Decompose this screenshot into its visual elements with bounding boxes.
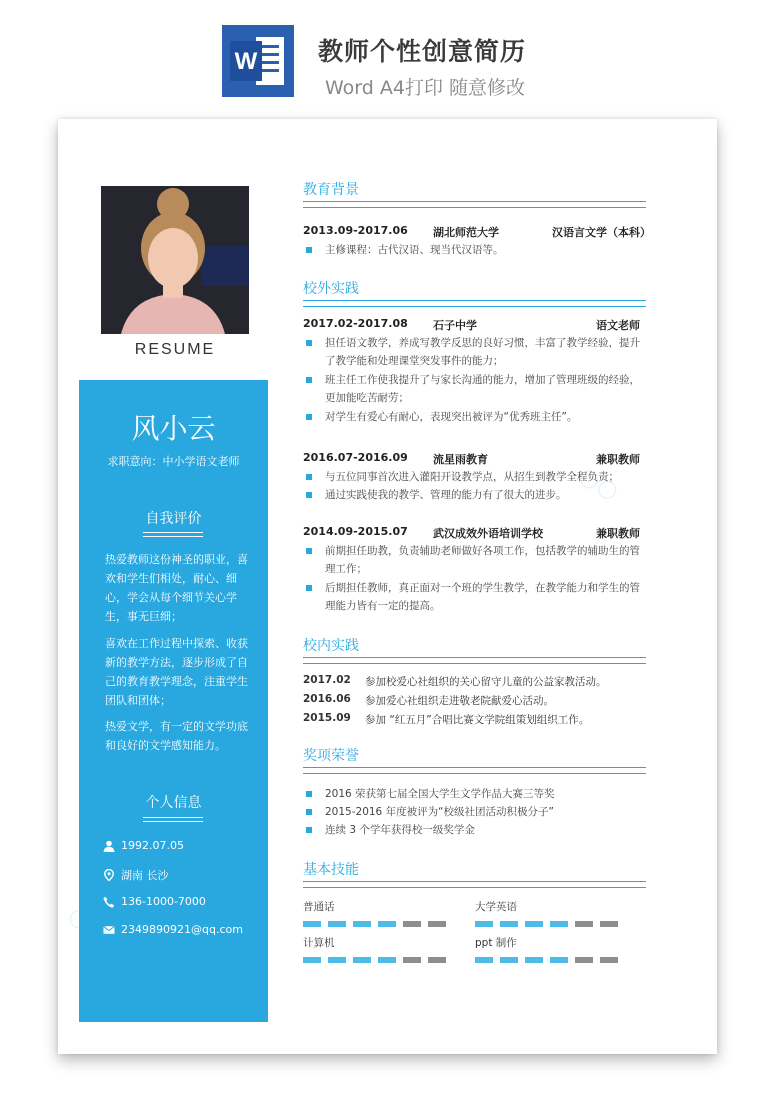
- skill-label: 普通话: [303, 901, 335, 913]
- awards-heading: 奖项荣誉: [303, 748, 359, 764]
- sidebar: [79, 380, 268, 1022]
- skill-segment-empty: [428, 957, 446, 963]
- campus-date: 2016.06: [303, 693, 351, 705]
- location-icon: [103, 869, 115, 881]
- skill-segment-filled: [303, 957, 321, 963]
- birthday-text: 1992.07.05: [121, 839, 184, 852]
- skill-bar: [475, 921, 625, 927]
- external-bullet: 担任语文教学，养成写教学反思的良好习惯，丰富了教学经验，提升了教学能和处理课堂突发事件的能力；: [303, 334, 646, 370]
- campus-date: 2017.02: [303, 674, 351, 686]
- banner-subtitle: Word A4打印 随意修改: [325, 77, 526, 99]
- self-eval-divider: [143, 536, 203, 537]
- award-item: 连续 3 个学年获得校一级奖学金: [303, 821, 646, 839]
- skill-segment-empty: [428, 921, 446, 927]
- external-bullet: 对学生有爱心有耐心，表现突出被评为“优秀班主任”。: [303, 408, 646, 426]
- contact-birthday: [103, 839, 184, 852]
- profile-photo: [101, 186, 249, 334]
- entry-date: 2016.07-2016.09: [303, 451, 408, 464]
- external-bullet: 与五位同事首次进入灌阳开设教学点，从招生到教学全程负责；: [303, 468, 646, 486]
- job-intent: 求职意向：中小学语文老师: [107, 455, 240, 468]
- awards-rule: [303, 767, 646, 774]
- personal-info-divider: [143, 817, 203, 818]
- entry-role: 语文老师: [596, 319, 640, 332]
- skill-segment-empty: [600, 921, 618, 927]
- skill-segment-empty: [403, 921, 421, 927]
- skill-label: 计算机: [303, 937, 335, 949]
- skill-label: 大学英语: [475, 901, 517, 913]
- word-icon-letter: W: [234, 48, 258, 75]
- external-rule: [303, 300, 646, 307]
- skill-segment-filled: [475, 957, 493, 963]
- mail-icon: [103, 924, 115, 936]
- candidate-name: 风小云: [131, 412, 216, 445]
- self-eval-paragraph: 热爱教师这份神圣的职业，喜欢和学生们相处，耐心、细心，学会从每个细节关心学生，事无巨细；: [105, 553, 248, 623]
- education-heading: 教育背景: [303, 182, 359, 198]
- skill-segment-filled: [303, 921, 321, 927]
- phone-icon: [103, 896, 115, 908]
- campus-item: [303, 712, 646, 728]
- skill-segment-filled: [378, 921, 396, 927]
- watermark: ○○: [573, 460, 625, 506]
- external-bullet: 通过实践使我的教学、管理的能力有了很大的进步。: [303, 486, 646, 504]
- self-eval-paragraph: 喜欢在工作过程中探索、收获新的教学方法，逐步形成了自己的教育教学理念，注重学生团队和团体；: [105, 637, 248, 707]
- campus-date: 2015.09: [303, 712, 351, 724]
- education-school: 湖北师范大学: [433, 226, 499, 239]
- entry-role: 兼职教师: [596, 527, 640, 540]
- email-text: 2349890921@qq.com: [121, 923, 243, 936]
- skills-heading: 基本技能: [303, 862, 359, 878]
- skill-segment-empty: [575, 957, 593, 963]
- campus-item: [303, 674, 646, 690]
- skill-segment-empty: [600, 957, 618, 963]
- entry-org: 石子中学: [433, 319, 477, 332]
- skill-segment-filled: [353, 921, 371, 927]
- skill-segment-filled: [475, 921, 493, 927]
- personal-info-heading: 个人信息: [145, 795, 202, 811]
- personal-info-divider: [143, 821, 203, 822]
- entry-date: 2017.02-2017.08: [303, 317, 408, 330]
- education-entry: [303, 224, 651, 240]
- skill-segment-filled: [525, 957, 543, 963]
- skill-segment-filled: [500, 921, 518, 927]
- self-eval-divider: [143, 532, 203, 533]
- skill-segment-filled: [500, 957, 518, 963]
- award-item: 2016 荣获第七届全国大学生文学作品大赛三等奖: [303, 785, 646, 803]
- external-heading: 校外实践: [303, 281, 359, 297]
- external-entry-header: [303, 317, 646, 333]
- entry-role: 兼职教师: [596, 453, 640, 466]
- skill-segment-filled: [525, 921, 543, 927]
- skill-bar: [303, 957, 453, 963]
- education-bullet: 主修课程：古代汉语、现当代汉语等。: [303, 241, 646, 259]
- phone-text: 136-1000-7000: [121, 895, 206, 908]
- campus-item: [303, 693, 646, 709]
- entry-org: 流星雨教育: [433, 453, 488, 466]
- contact-email: [103, 923, 243, 936]
- skill-segment-filled: [353, 957, 371, 963]
- entry-date: 2014.09-2015.07: [303, 525, 408, 538]
- resume-page: [58, 119, 717, 1054]
- skill-label: ppt 制作: [475, 937, 517, 949]
- banner-title: 教师个性创意简历: [318, 37, 527, 66]
- education-date: 2013.09-2017.06: [303, 224, 408, 237]
- external-bullet: 前期担任助教，负责辅助老师做好各项工作，包括教学的辅助生的管理工作；: [303, 542, 646, 578]
- skills-rule: [303, 881, 646, 888]
- contact-phone: [103, 895, 206, 908]
- skill-segment-filled: [328, 957, 346, 963]
- education-major: 汉语言文学（本科）: [552, 226, 651, 239]
- award-item: 2015-2016 年度被评为“校级社团活动积极分子”: [303, 803, 646, 821]
- contact-location: [103, 867, 169, 883]
- skill-segment-empty: [403, 957, 421, 963]
- campus-text: 参加爱心社组织走进敬老院献爱心活动。: [365, 695, 554, 707]
- skill-bar: [475, 957, 625, 963]
- external-bullet: 班主任工作使我提升了与家长沟通的能力，增加了管理班级的经验，更加能吃苦耐劳；: [303, 371, 646, 407]
- external-bullet: 后期担任教师，真正面对一个班的学生教学，在教学能力和学生的管理能力皆有一定的提高。: [303, 579, 646, 615]
- campus-text: 参加校爱心社组织的关心留守儿童的公益家教活动。: [365, 676, 607, 688]
- skill-segment-filled: [550, 921, 568, 927]
- skill-bar: [303, 921, 453, 927]
- skill-segment-empty: [575, 921, 593, 927]
- skill-segment-filled: [328, 921, 346, 927]
- self-eval-paragraph: 热爱文学，有一定的文学功底和良好的文学感知能力。: [105, 720, 248, 752]
- education-rule: [303, 201, 646, 208]
- external-entry-header: [303, 525, 646, 541]
- campus-text: 参加 “红五月”合唱比赛文学院组策划组织工作。: [365, 714, 590, 726]
- external-entry-header: [303, 451, 646, 467]
- skill-segment-filled: [378, 957, 396, 963]
- skill-segment-filled: [550, 957, 568, 963]
- person-icon: [103, 840, 115, 852]
- self-eval-heading: 自我评价: [145, 511, 202, 527]
- location-text: 湖南 长沙: [121, 869, 169, 882]
- word-icon: [222, 25, 294, 97]
- resume-label: RESUME: [134, 341, 216, 358]
- campus-heading: 校内实践: [303, 638, 359, 654]
- campus-rule: [303, 657, 646, 664]
- entry-org: 武汉成效外语培训学校: [433, 527, 543, 540]
